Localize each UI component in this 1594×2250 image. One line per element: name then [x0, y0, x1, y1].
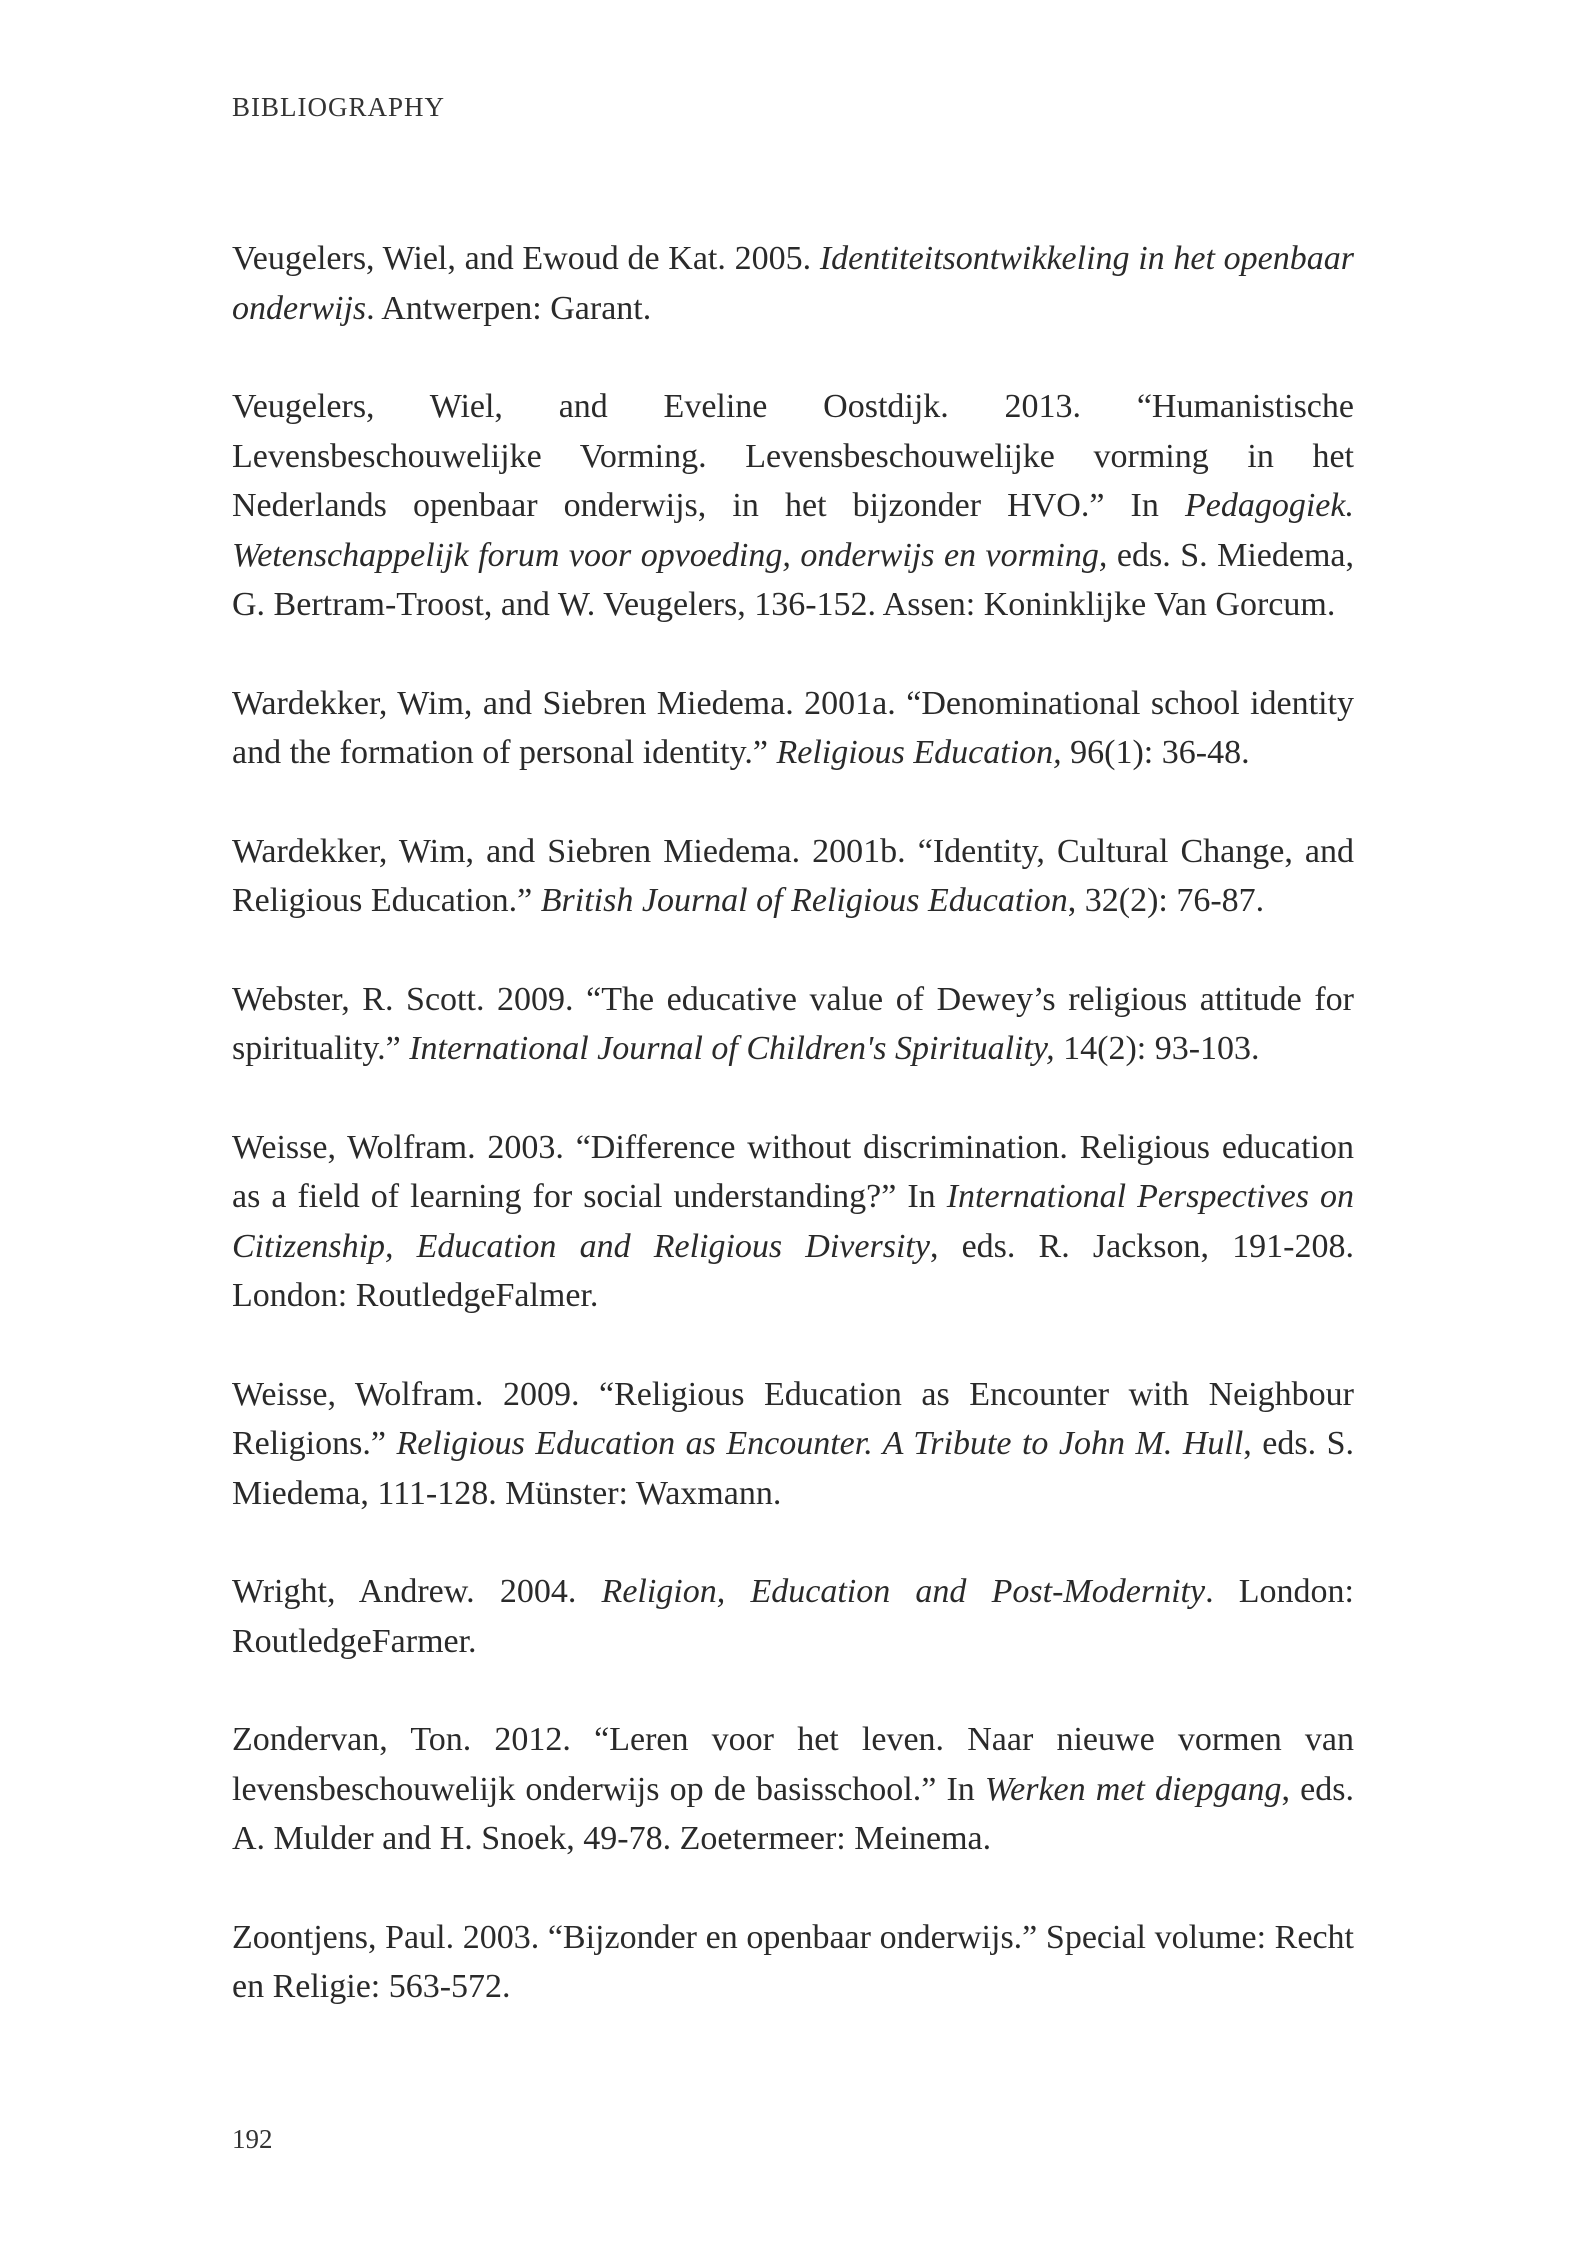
bibliography-entry: Webster, R. Scott. 2009. “The educative value of Dewey’s religious attitude for spirituality.” International Journal of Children's Spirituality, 14(2): 93-103.: [232, 980, 1354, 1067]
bibliography-entry: Weisse, Wolfram. 2009. “Religious Education as Encounter with Neighbour Religions.” Religious Education as Encounter. A Tribute to John M. Hull, eds. S. Miedema, 111-128. Münster: Waxmann.: [232, 1375, 1355, 1512]
bibliography-entry: Weisse, Wolfram. 2003. “Difference without discrimination. Religious education as a field of learning for social understanding?” In International Perspectives on Citizenship, Education and Religious Diversity, eds. R. Jackson, 191-208. London: RoutledgeFalmer.: [232, 1128, 1355, 1314]
running-head: BIBLIOGRAPHY: [232, 92, 446, 122]
bibliography-entry: Zoontjens, Paul. 2003. “Bijzonder en openbaar onderwijs.” Special volume: Recht en Religie: 563-572.: [232, 1918, 1354, 2005]
bibliography-entry: Zondervan, Ton. 2012. “Leren voor het leven. Naar nieuwe vormen van levensbeschouwelijk onderwijs op de basisschool.” In Werken met diepgang, eds. A. Mulder and H. Snoek, 49-78. Zoetermeer: Meinema.: [232, 1721, 1354, 1857]
bibliography-entry: Wardekker, Wim, and Siebren Miedema. 2001b. “Identity, Cultural Change, and Religious Education.” British Journal of Religious Education, 32(2): 76-87.: [232, 832, 1354, 919]
bibliography-entry: Wright, Andrew. 2004. Religion, Education and Post-Modernity. London: RoutledgeFarmer.: [232, 1573, 1354, 1660]
page-number: 192: [232, 2124, 273, 2154]
bibliography-entry: Veugelers, Wiel, and Ewoud de Kat. 2005. Identiteitsontwikkeling in het openbaar onderwijs. Antwerpen: Garant.: [232, 240, 1354, 327]
bibliography-list: [232, 234, 1354, 2061]
bibliography-entry: Veugelers, Wiel, and Eveline Oostdijk. 2013. “Humanistische Levensbeschouwelijke Vorming. Levensbeschouwelijke vorming in het Nederlands openbaar onderwijs, in het bijzonder HVO.” In Pedagogiek. Wetenschappelijk forum voor opvoeding, onderwijs en vorming, eds. S. Miedema, G. Bertram-Troost, and W. Veugelers, 136-152. Assen: Koninklijke Van Gorcum.: [232, 388, 1354, 623]
bibliography-entry: Wardekker, Wim, and Siebren Miedema. 2001a. “Denominational school identity and the formation of personal identity.” Religious Education, 96(1): 36-48.: [232, 684, 1354, 771]
